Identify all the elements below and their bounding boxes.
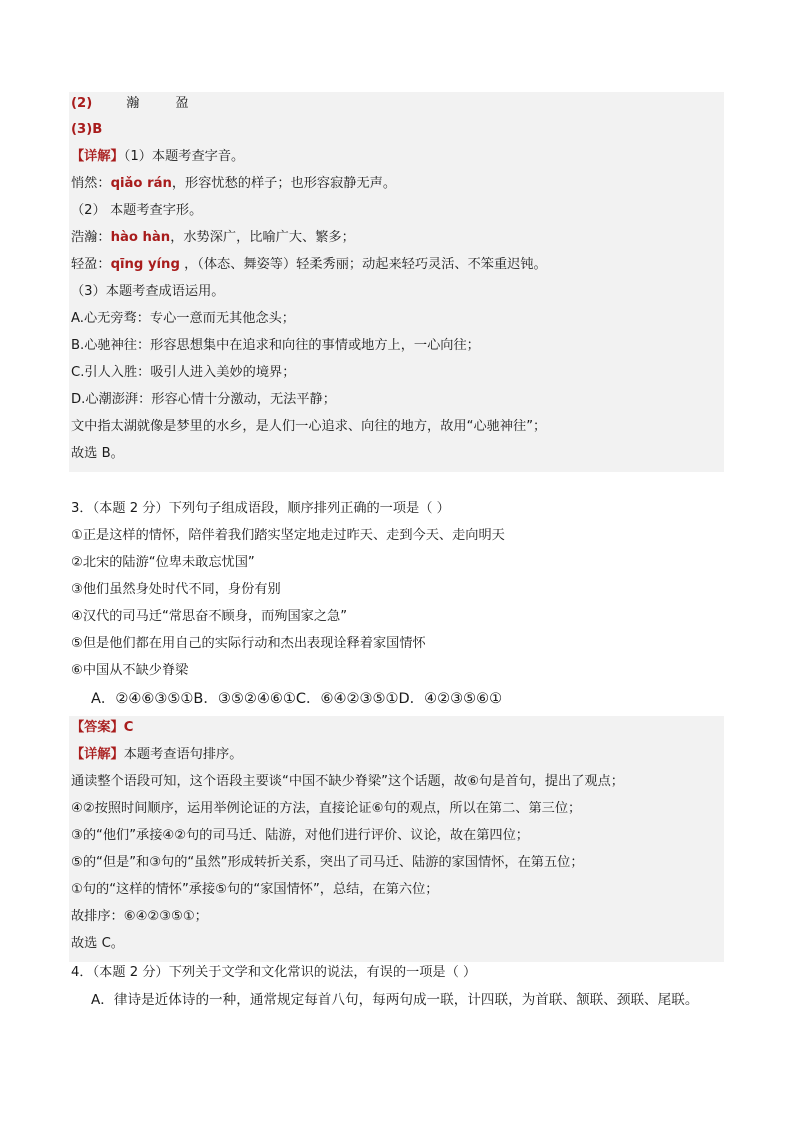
reason-2: ④②按照时间顺序，运用举例论证的方法，直接论证⑥句的观点，所以在第二、第三位；: [71, 801, 582, 816]
sentence-5: ⑤但是他们都在用自己的实际行动和杰出表现诠释着家国情怀: [71, 636, 426, 651]
sentence-1: ①正是这样的情怀，陪伴着我们踏实坚定地走过昨天、走到今天、走向明天: [71, 528, 505, 543]
part3-line: （3）本题考查成语运用。: [71, 284, 225, 299]
sentence-6: ⑥中国从不缺少脊梁: [71, 663, 189, 678]
detail-line-3: [71, 742, 242, 768]
q2-char-2: 盈: [175, 96, 189, 111]
question-3-options: A．②④⑥③⑤①B．③⑤②④⑥①C．⑥④②③⑤①D．④②③⑤⑥①: [91, 691, 503, 707]
reason-3: ③的“他们”承接④②句的司马迁、陆游，对他们进行评价、议论，故在第四位；: [71, 828, 529, 843]
qingying-line: [71, 252, 547, 278]
haohan-line: [71, 225, 355, 251]
reason-1: 通读整个语段可知，这个语段主要谈“中国不缺少脊梁”这个话题，故⑥句是首句，提出了观点；: [71, 774, 624, 789]
question-3-stem: 3．（本题 2 分）下列句子组成语段，顺序排列正确的一项是（ ）: [71, 501, 450, 516]
reason-4: ⑤的“但是”和③句的“虽然”形成转折关系，突出了司马迁、陆游的家国情怀，在第五位；: [71, 855, 584, 870]
definition: ，（体态、舞姿等）轻柔秀丽；动起来轻巧灵活、不笨重迟钝。: [179, 257, 547, 272]
reason-6: 故排序：⑥④②③⑤①；: [71, 909, 208, 924]
question-4-option-a: A．律诗是近体诗的一种，通常规定每首八句，每两句成一联，计四联，为首联、颔联、颈联、尾联。: [91, 992, 699, 1008]
sentence-2: ②北宋的陆游“位卑未敢忘忧国”: [71, 555, 255, 570]
idiom-b-line: B.心驰神往：形容思想集中在追求和向往的事情或地方上，一心向往；: [71, 338, 480, 353]
detail-intro: （1）本题考查字音。: [123, 149, 245, 164]
word: 悄然：: [71, 176, 111, 191]
word: 轻盈：: [71, 257, 111, 272]
reason-7: 故选 C。: [71, 936, 124, 951]
question-4-stem: 4．（本题 2 分）下列关于文学和文化常识的说法，有误的一项是（ ）: [71, 965, 477, 980]
answer-tag: 【答案】: [71, 720, 124, 735]
detail-line-1: [71, 144, 244, 170]
detail-tag: 【详解】: [71, 149, 124, 164]
context-line: 文中指太湖就像是梦里的水乡，是人们一心追求、向往的地方，故用“心驰神往”；: [71, 419, 547, 434]
choose-line: 故选 B。: [71, 446, 124, 461]
idiom-a-line: A.心无旁骛：专心一意而无其他念头；: [71, 311, 295, 326]
detail-tag: 【详解】: [71, 747, 124, 762]
pinyin: hào hàn: [110, 230, 171, 245]
idiom-c-line: C.引人入胜：吸引人进入美妙的境界；: [71, 365, 296, 380]
q2-label: (2): [71, 96, 93, 111]
answer-value: C: [123, 720, 134, 735]
q2-answer-line: [71, 91, 189, 117]
sentence-3: ③他们虽然身处时代不同，身份有别: [71, 582, 281, 597]
pinyin: qiǎo rán: [110, 176, 172, 191]
sentence-4: ④汉代的司马迁“常思奋不顾身，而殉国家之急”: [71, 609, 348, 624]
reason-5: ①句的“这样的情怀”承接⑤句的“家国情怀”，总结，在第六位；: [71, 882, 439, 897]
idiom-d-line: D.心潮澎湃：形容心情十分激动，无法平静；: [71, 392, 336, 407]
qiaoran-line: [71, 171, 396, 197]
part2-line: （2） 本题考查字形。: [71, 203, 203, 218]
answer-line: [71, 715, 133, 741]
q3-answer-line: (3)B: [71, 122, 103, 137]
word: 浩瀚：: [71, 230, 111, 245]
detail-intro: 本题考查语句排序。: [123, 747, 243, 762]
definition: ，水势深广，比喻广大、繁多；: [170, 230, 355, 245]
q2-char-1: 瀚: [126, 96, 140, 111]
definition: ，形容忧愁的样子；也形容寂静无声。: [171, 176, 397, 191]
pinyin: qīng yíng: [110, 257, 180, 272]
